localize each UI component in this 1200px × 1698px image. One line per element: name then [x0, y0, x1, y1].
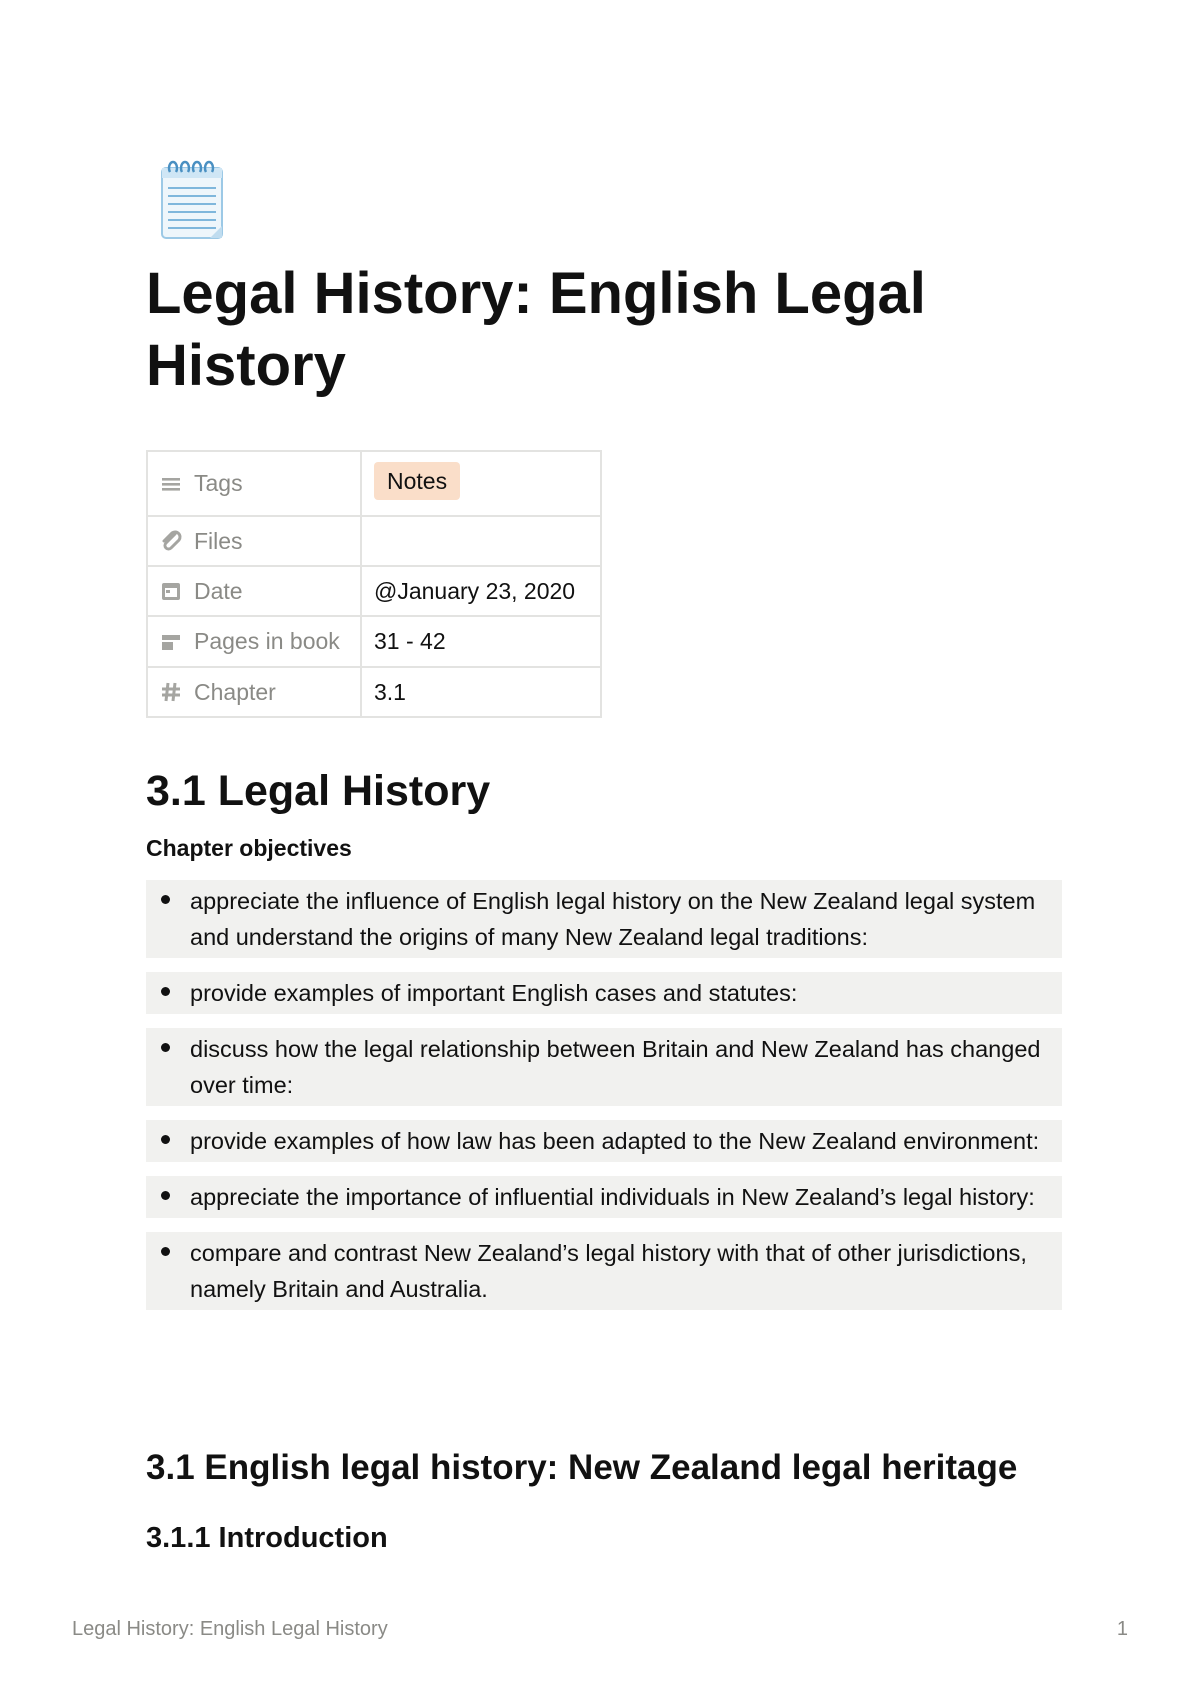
- property-row-chapter: [147, 667, 601, 717]
- list-item-text: provide examples of important English cases and statutes:: [190, 980, 798, 1006]
- property-value[interactable]: [361, 451, 601, 516]
- objectives-list: [146, 880, 1062, 1324]
- bullet-dot: [161, 1191, 170, 1200]
- footer-title: Legal History: English Legal History: [72, 1618, 388, 1640]
- list-item: [146, 1176, 1062, 1218]
- property-label: Tags: [194, 470, 243, 496]
- property-key: [147, 451, 361, 516]
- list-item-text: provide examples of how law has been adapted to the New Zealand environment:: [190, 1128, 1040, 1154]
- number-icon: [160, 681, 182, 703]
- list-item: [146, 1120, 1062, 1162]
- property-key: [147, 516, 361, 566]
- property-value[interactable]: 31 - 42: [361, 616, 601, 667]
- properties-table: [146, 450, 602, 718]
- list-item-text: discuss how the legal relationship between Britain and New Zealand has changed over time:: [190, 1036, 1041, 1098]
- list-item-text: compare and contrast New Zealand’s legal history with that of other jurisdictions, namely Britain and Australia.: [190, 1240, 1027, 1302]
- property-row-tags: [147, 451, 601, 516]
- list-item: [146, 1232, 1062, 1310]
- section-heading: 3.1 Legal History: [146, 767, 491, 815]
- list-icon: [160, 473, 182, 495]
- subsection-heading: 3.1 English legal history: New Zealand legal heritage: [146, 1448, 1018, 1487]
- notepad-icon: [158, 158, 226, 242]
- bullet-dot: [161, 1247, 170, 1256]
- property-value[interactable]: 3.1: [361, 667, 601, 717]
- property-row-pages: [147, 616, 601, 667]
- calendar-icon: [160, 580, 182, 602]
- sub-subsection-heading: 3.1.1 Introduction: [146, 1522, 388, 1554]
- bullet-dot: [161, 895, 170, 904]
- page-title: Legal History: English Legal History: [146, 261, 926, 398]
- property-label: Pages in book: [194, 628, 340, 654]
- property-label: Chapter: [194, 678, 276, 705]
- property-value[interactable]: [361, 516, 601, 566]
- property-label: Files: [194, 527, 243, 554]
- tag-badge[interactable]: Notes: [374, 462, 460, 500]
- list-item: [146, 1028, 1062, 1106]
- paperclip-icon: [160, 530, 182, 552]
- property-row-date: [147, 566, 601, 616]
- property-key: [147, 667, 361, 717]
- property-key: [147, 616, 361, 667]
- property-row-files: [147, 516, 601, 566]
- property-key: [147, 566, 361, 616]
- list-item: [146, 972, 1062, 1014]
- bullet-dot: [161, 1043, 170, 1052]
- page-number: 1: [1116, 1618, 1128, 1640]
- objectives-heading: Chapter objectives: [146, 835, 352, 861]
- property-value[interactable]: @January 23, 2020: [361, 566, 601, 616]
- property-label: Date: [194, 577, 243, 604]
- list-item-text: appreciate the importance of influential individuals in New Zealand’s legal history:: [190, 1184, 1035, 1210]
- list-item-text: appreciate the influence of English legal history on the New Zealand legal system and understand the origins of many New Zealand legal traditions:: [190, 888, 1036, 950]
- text-field-icon: [160, 631, 182, 653]
- bullet-dot: [161, 987, 170, 996]
- bullet-dot: [161, 1135, 170, 1144]
- list-item: [146, 880, 1062, 958]
